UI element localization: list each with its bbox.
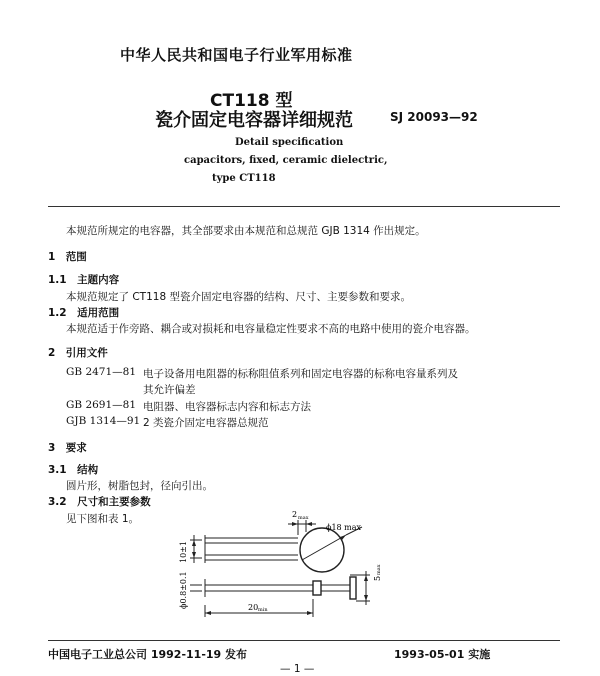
section-2-heading: 2 引用文件 (48, 347, 108, 359)
standard-category-header: 中华人民共和国电子行业军用标准 (120, 46, 353, 64)
ref-code-3: GJB 1314—91 (66, 415, 141, 427)
product-type-title: CT118 型 (210, 91, 293, 111)
footer-effective-date: 1993-05-01 实施 (394, 648, 491, 661)
fig-label-lead-length: 20 (248, 603, 259, 612)
fig-label-thickness: 5 (373, 575, 382, 581)
english-title-line-2: capacitors, fixed, ceramic dielectric, (184, 155, 388, 166)
ref-code-1: GB 2471—81 (66, 366, 137, 378)
ref-title-1: 电子设备用电阻器的标称阻值系列和固定电容器的标称电容量系列及 (143, 368, 458, 380)
document-title: 瓷介固定电容器详细规范 (155, 110, 353, 131)
fig-label-gap-sub: max (298, 515, 309, 521)
footer-issue-date: 中国电子工业总公司 1992-11-19 发布 (48, 648, 248, 661)
ref-title-2: 电阻器、电容器标志内容和标志方法 (143, 401, 311, 413)
section-1-heading: 1 范围 (48, 251, 87, 263)
ref-code-2: GB 2691—81 (66, 399, 137, 411)
standard-number: SJ 20093—92 (390, 110, 478, 124)
fig-label-diameter: ϕ18 max (326, 523, 362, 532)
header-divider (48, 206, 560, 207)
fig-label-thickness-sub: max (376, 564, 382, 575)
section-3-1-heading: 3.1 结构 (48, 464, 99, 476)
fig-label-lead-length-sub: min (258, 607, 268, 613)
section-3-2-heading: 3.2 尺寸和主要参数 (48, 496, 151, 508)
fig-label-gap: 2 (292, 510, 298, 519)
section-1-1-text: 本规范规定了 CT118 型瓷介固定电容器的结构、尺寸、主要参数和要求。 (66, 291, 411, 303)
section-1-1-heading: 1.1 主题内容 (48, 274, 120, 286)
fig-label-lead-diameter: ϕ0.8±0.1 (179, 571, 188, 609)
section-3-heading: 3 要求 (48, 442, 87, 454)
english-title-line-1: Detail specification (235, 137, 344, 148)
capacitor-dimension-drawing (170, 505, 400, 627)
section-1-2-text: 本规范适于作旁路、耦合或对损耗和电容量稳定性要求不高的电路中使用的瓷介电容器。 (66, 323, 476, 335)
fig-label-pitch: 10±1 (179, 541, 188, 563)
section-3-2-text: 见下图和表 1。 (66, 513, 140, 525)
english-title-line-3: type CT118 (212, 173, 276, 184)
page-number: — 1 — (280, 663, 315, 675)
section-3-1-text: 圆片形，树脂包封，径向引出。 (66, 480, 213, 492)
ref-title-3: 2 类瓷介固定电容器总规范 (143, 417, 269, 429)
intro-paragraph: 本规范所规定的电容器，其全部要求由本规范和总规范 GJB 1314 作出规定。 (66, 225, 426, 237)
ref-title-1-cont: 其允许偏差 (143, 384, 196, 396)
footer-divider (48, 640, 560, 641)
section-1-2-heading: 1.2 适用范围 (48, 307, 120, 319)
